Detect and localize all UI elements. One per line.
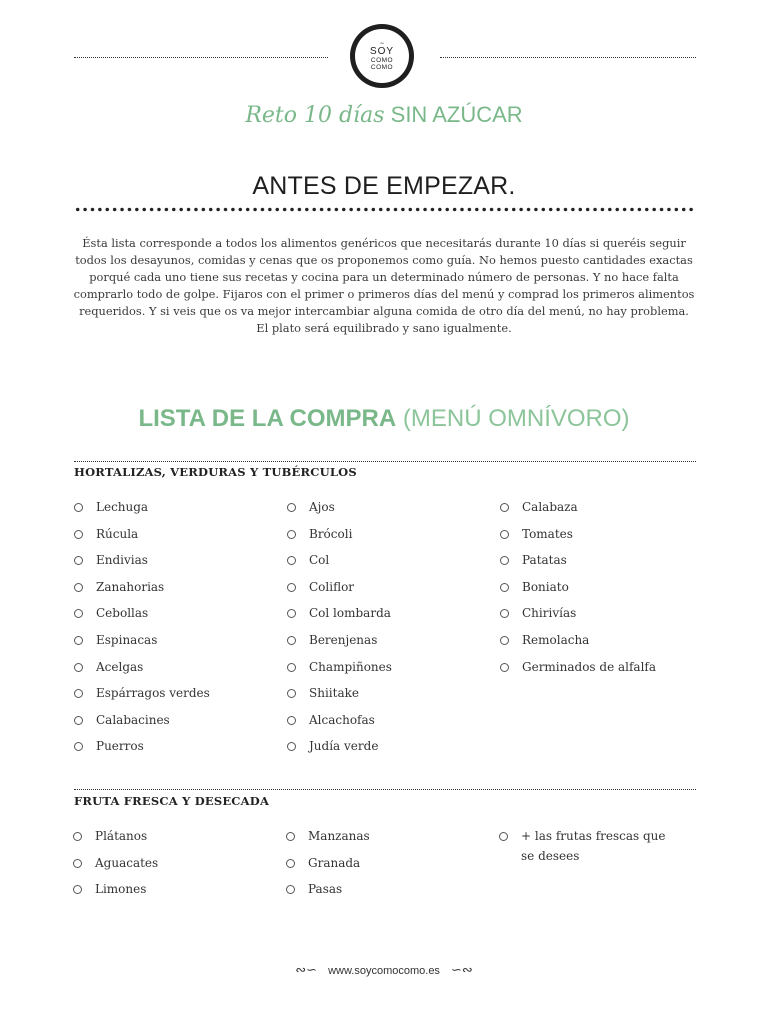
circle-bullet-icon: [74, 609, 83, 618]
circle-bullet-icon: [286, 859, 295, 868]
checklist-item-label: Ajos: [309, 500, 335, 514]
circle-bullet-icon: [286, 832, 295, 841]
circle-bullet-icon: [74, 503, 83, 512]
header-divider-left: [74, 57, 328, 58]
circle-bullet-icon: [500, 583, 509, 592]
circle-bullet-icon: [74, 530, 83, 539]
circle-bullet-icon: [286, 885, 295, 894]
logo-text-soy: SOY: [369, 45, 395, 57]
checklist-item-label: Plátanos: [95, 829, 148, 843]
checklist-item-label: Espinacas: [96, 633, 158, 647]
checklist-item-label: Patatas: [522, 553, 567, 568]
circle-bullet-icon: [500, 636, 509, 645]
checklist-item-label: Rúcula: [96, 526, 139, 541]
circle-bullet-icon: [287, 636, 296, 645]
section-divider: [74, 789, 696, 790]
checklist-item-label: Zanahorias: [96, 579, 165, 594]
circle-bullet-icon: [287, 663, 296, 672]
circle-bullet-icon: [74, 689, 83, 698]
section-title: HORTALIZAS, VERDURAS Y TUBÉRCULOS: [74, 465, 357, 479]
circle-bullet-icon: [73, 885, 82, 894]
checklist-item-label: Pasas: [308, 882, 343, 897]
page-title: ANTES DE EMPEZAR.: [252, 172, 516, 200]
challenge-title: [0, 102, 768, 128]
section-title: FRUTA FRESCA Y DESECADA: [74, 794, 270, 808]
circle-bullet-icon: [287, 689, 296, 698]
checklist-item-label: Cebollas: [96, 606, 149, 621]
circle-bullet-icon: [287, 556, 296, 565]
checklist-item-label: Boniato: [522, 579, 569, 594]
circle-bullet-icon: [500, 556, 509, 565]
swirl-ornament-icon: ∽∾: [451, 962, 473, 977]
checklist-item-label: Brócoli: [309, 526, 353, 541]
circle-bullet-icon: [499, 832, 508, 841]
intro-paragraph: Ésta lista corresponde a todos los alimentos genéricos que necesitarás durante 10 días si queréis seguir todos los desayunos, comidas y cenas que os proponemos como guía. No hemos puesto cantidades exactas porqué cada uno tiene sus recetas y cocina para un determinado número de personas. Y no hace falta comprarlo todo de golpe. Fijaros con el primer o primeros días del menú y comprad los primeros alimentos requeridos. Y si veis que os va mejor intercambiar alguna comida de otro día del menú, no hay problema. El plato será equilibrado y sano igualmente.: [73, 236, 695, 335]
circle-bullet-icon: [74, 742, 83, 751]
circle-bullet-icon: [74, 636, 83, 645]
logo-text-como-2: COMO: [370, 64, 394, 71]
circle-bullet-icon: [287, 609, 296, 618]
checklist-item-label: Alcachofas: [309, 712, 375, 727]
circle-bullet-icon: [287, 716, 296, 725]
checklist-item-label: Puerros: [96, 739, 144, 754]
shopping-list-heading-subtitle: (MENÚ OMNÍVORO): [402, 405, 630, 432]
checklist-item-label: Granada: [308, 855, 361, 870]
logo-swirl-icon: ∼: [379, 40, 385, 47]
shopping-list-heading: [0, 405, 768, 433]
checklist-item-label: Manzanas: [308, 829, 370, 843]
circle-bullet-icon: [73, 859, 82, 868]
checklist-item-label: Espárragos verdes: [96, 686, 210, 701]
circle-bullet-icon: [500, 530, 509, 539]
checklist-item-label: Col lombarda: [309, 606, 391, 621]
soycomocomo-logo: [350, 24, 414, 88]
circle-bullet-icon: [287, 530, 296, 539]
challenge-title-caps: SIN AZÚCAR: [390, 102, 523, 127]
footer-url: www.soycomocomo.es: [328, 965, 440, 977]
checklist-item-label: Limones: [95, 882, 147, 897]
checklist-item-label: Berenjenas: [309, 633, 378, 647]
checklist-item-label: Champiñones: [309, 659, 392, 674]
circle-bullet-icon: [287, 742, 296, 751]
checklist-item-label: + las frutas frescas que se desees: [521, 829, 666, 863]
checklist-item-label: Coliflor: [309, 579, 355, 594]
circle-bullet-icon: [500, 663, 509, 672]
checklist-item-label: Judía verde: [309, 739, 379, 754]
logo-text-como-1: COMO: [370, 56, 394, 64]
circle-bullet-icon: [73, 832, 82, 841]
checklist-item-label: Endivias: [96, 553, 148, 568]
footer: [0, 962, 768, 978]
checklist-item-label: Calabacines: [96, 712, 170, 727]
checklist-item-label: Col: [309, 553, 330, 568]
swirl-ornament-icon: ∾∽: [295, 962, 317, 977]
challenge-title-italic: Reto 10 días: [245, 103, 385, 128]
checklist-item-label: Aguacates: [95, 855, 159, 870]
checklist-item-label: Calabaza: [522, 500, 578, 514]
title-dotted-divider: [74, 207, 696, 212]
circle-bullet-icon: [74, 583, 83, 592]
checklist-item-label: Acelgas: [96, 659, 144, 674]
checklist-item-label: Germinados de alfalfa: [522, 659, 657, 674]
circle-bullet-icon: [287, 583, 296, 592]
checklist-item-label: Shiitake: [309, 686, 359, 701]
section-divider: [74, 461, 696, 462]
circle-bullet-icon: [287, 503, 296, 512]
circle-bullet-icon: [74, 663, 83, 672]
circle-bullet-icon: [74, 556, 83, 565]
circle-bullet-icon: [500, 503, 509, 512]
circle-bullet-icon: [74, 716, 83, 725]
shopping-list-heading-bold: LISTA DE LA COMPRA: [138, 405, 397, 432]
checklist-item-label: Chirivías: [522, 606, 577, 621]
circle-bullet-icon: [500, 609, 509, 618]
header-divider-right: [440, 57, 696, 58]
checklist-item-label: Tomates: [522, 526, 573, 541]
checklist-item-label: Lechuga: [96, 500, 149, 514]
checklist-item-label: Remolacha: [522, 633, 590, 647]
